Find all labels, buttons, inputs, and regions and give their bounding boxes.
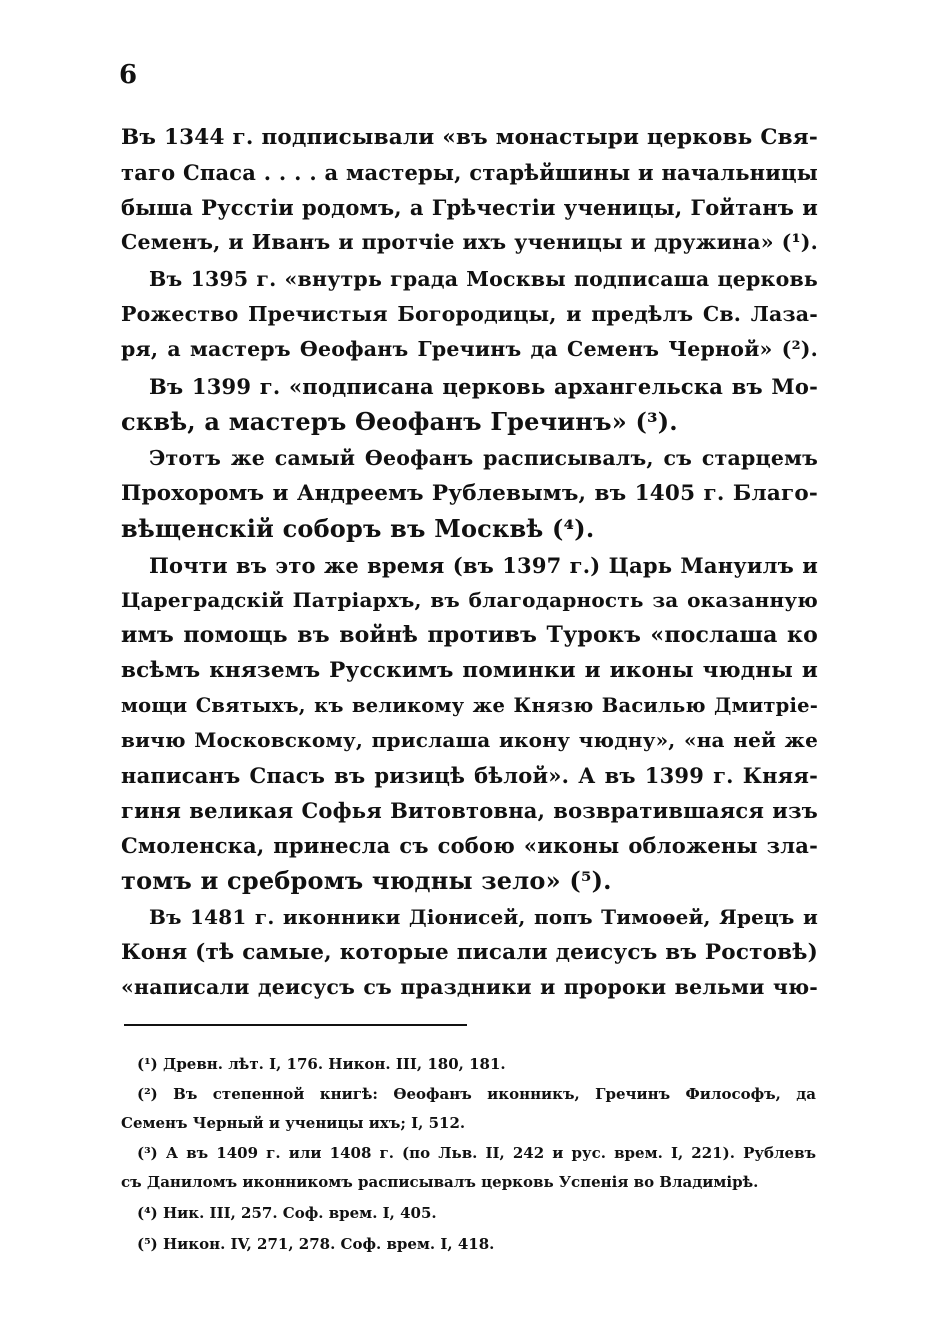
footnote-line: Семенъ Черный и ученицы ихъ; I, 512. — [121, 1114, 466, 1132]
text-line: таго Спаса . . . . а мастеры, старѣйшины и начальницы — [121, 160, 818, 185]
text-line: имъ помощь въ войнѣ противъ Турокъ «послаша ко — [121, 622, 818, 648]
text-line: томъ и сребромъ чюдны зело» (⁵). — [121, 866, 612, 895]
text-line: Прохоромъ и Андреемъ Рублевымъ, въ 1405 г. Благо- — [121, 481, 818, 506]
text-line: Семенъ, и Иванъ и протчіе ихъ ученицы и дружина» (¹). — [121, 230, 818, 254]
text-line: быша Русстіи родомъ, а Грѣчестіи ученицы, Гойтанъ и — [121, 195, 818, 220]
text-line: Коня (тѣ самые, которые писали деисусъ въ Ростовѣ) — [121, 940, 818, 965]
text-line: «написали деисусъ съ праздники и пророки вельми чю- — [121, 975, 818, 999]
footnote-line: (³) А въ 1409 г. или 1408 г. (по Льв. II, 242 и рус. врем. I, 221). Рублевъ — [137, 1144, 816, 1162]
footnote-line: (⁵) Никон. IV, 271, 278. Соф. врем. I, 418. — [137, 1235, 495, 1253]
page-number: 6 — [119, 60, 138, 90]
footnotes — [121, 1049, 816, 1260]
text-line: Въ 1344 г. подписывали «въ монастыри церковь Свя- — [121, 125, 818, 150]
footnote-line: (²) Въ степенной книгѣ: Ѳеофанъ иконникъ, Гречинъ Философъ, да — [137, 1085, 816, 1103]
footnote-line: (⁴) Ник. III, 257. Соф. врем. I, 405. — [137, 1204, 437, 1222]
main-text — [121, 120, 818, 1005]
text-line: вичю Московскому, прислаша икону чюдну», «на ней же — [121, 728, 818, 752]
text-line: Рожество Пречистыя Богородицы, и предѣлъ Св. Лаза- — [121, 302, 818, 326]
text-line: Цареградскій Патріархъ, въ благодарность за оказанную — [121, 588, 818, 612]
text-line: мощи Святыхъ, къ великому же Князю Василью Дмитріе- — [121, 694, 818, 717]
text-line: Въ 1395 г. «внутрь града Москвы подписаша церковь — [149, 267, 818, 291]
text-line: написанъ Спасъ въ ризицѣ бѣлой». А въ 1399 г. Княя- — [121, 763, 818, 788]
footnote-divider — [124, 1024, 467, 1026]
text-line: Почти въ это же время (въ 1397 г.) Царь Мануилъ и — [149, 553, 818, 578]
text-line: сквѣ, а мастеръ Ѳеофанъ Гречинъ» (³). — [121, 407, 678, 436]
text-line: Этотъ же самый Ѳеофанъ расписывалъ, съ старцемъ — [149, 446, 818, 470]
text-line: вѣщенскій соборъ въ Москвѣ (⁴). — [121, 514, 595, 543]
text-line: ря, а мастеръ Ѳеофанъ Гречинъ да Семенъ Черной» (²). — [121, 337, 818, 361]
footnote-line: съ Даниломъ иконникомъ расписывалъ церковь Успенія во Владимірѣ. — [121, 1173, 759, 1191]
text-line: всѣмъ княземъ Русскимъ поминки и иконы чюдны и — [121, 658, 818, 683]
text-line: Въ 1481 г. иконники Діонисей, попъ Тимоѳей, Ярецъ и — [149, 905, 818, 929]
footnote-line: (¹) Древн. лѣт. I, 176. Никон. III, 180, 181. — [137, 1055, 506, 1073]
text-line: гиня великая Софья Витовтовна, возвратившаяся изъ — [121, 798, 818, 823]
text-line: Въ 1399 г. «подписана церковь архангельска въ Мо- — [149, 374, 818, 399]
text-line: Смоленска, принесла съ собою «иконы обложены зла- — [121, 833, 818, 858]
